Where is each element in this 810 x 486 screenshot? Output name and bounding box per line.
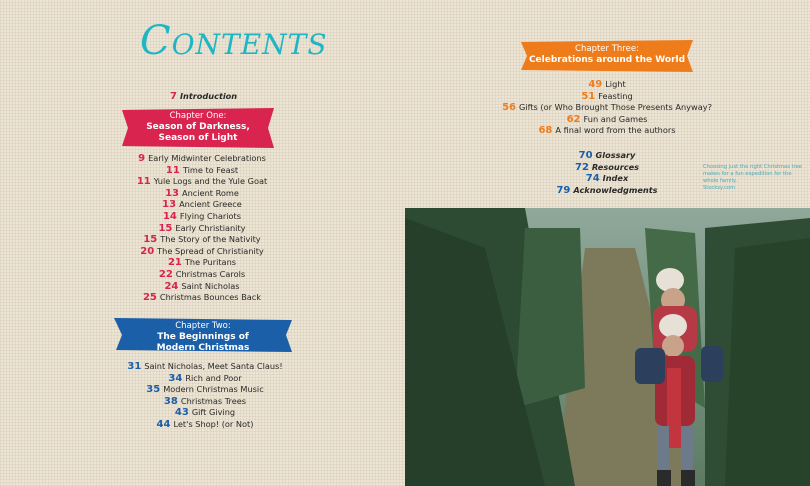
page-number: 21 (167, 257, 182, 269)
chapter-title-line1: The Beginnings of (157, 332, 249, 342)
caption-text: Choosing just the right Christmas tree makes for a fun expedition for the whole family. (703, 164, 802, 184)
toc-entry[interactable] (127, 361, 282, 372)
toc-entry[interactable] (588, 79, 625, 90)
entry-title: Saint Nicholas (181, 280, 240, 291)
toc-entry[interactable] (538, 125, 675, 136)
entry-title: Let's Shop! (or Not) (173, 419, 254, 429)
page-number: 22 (158, 269, 173, 280)
toc-entry[interactable] (166, 165, 238, 176)
toc-entry[interactable] (137, 176, 267, 187)
page-number: 25 (142, 292, 157, 304)
chapter-label: Chapter Two: (175, 321, 231, 331)
entry-title: Ancient Rome (181, 187, 239, 198)
toc-entry[interactable] (164, 281, 239, 292)
entry-title: Christmas Bounces Back (159, 292, 262, 303)
photo-caption (703, 164, 803, 192)
entry-title: The Story of the Nativity (160, 234, 261, 245)
page-number: 13 (165, 187, 179, 199)
entry-title: Gift Giving (191, 407, 236, 418)
page-number: 11 (165, 164, 180, 176)
page-number: 72 (574, 161, 589, 173)
entry-title: Gifts (or Who Brought Those Presents Anyway? (518, 102, 712, 113)
chapter-title-line1: Season of Darkness, (146, 122, 250, 132)
contents-title: Contents (140, 18, 328, 64)
entry-title: Glossary (595, 150, 636, 160)
entry-title: The Spread of Christianity (157, 245, 264, 256)
entry-title: Light (605, 79, 626, 89)
toc-entry[interactable] (575, 162, 639, 173)
page-number: 56 (502, 102, 516, 114)
toc-entry[interactable] (175, 407, 235, 418)
entry-title: Saint Nicholas, Meet Santa Claus! (144, 361, 283, 371)
page-number: 51 (581, 90, 596, 102)
page-number: 11 (136, 176, 151, 188)
page-number: 35 (146, 384, 161, 396)
page-number: 68 (538, 125, 553, 137)
entry-title: Acknowledgments (573, 184, 658, 195)
chapter-title-line2: Season of Light (158, 133, 238, 143)
page-number: 20 (140, 245, 155, 257)
entry-title: A final word from the authors (555, 125, 676, 136)
page-number: 24 (164, 280, 179, 292)
entry-title: Ancient Greece (179, 199, 242, 210)
page-number: 38 (163, 395, 178, 407)
page-number: 62 (566, 113, 581, 125)
toc-entry[interactable] (168, 373, 241, 384)
entry-title: The Puritans (184, 257, 237, 268)
toc-entry[interactable] (159, 269, 245, 280)
toc-entry[interactable] (146, 384, 263, 395)
toc-entry[interactable] (143, 292, 261, 303)
chapter-two-banner (114, 318, 292, 352)
chapter-label: Chapter Three: (575, 44, 639, 54)
toc-entry[interactable] (164, 396, 246, 407)
toc-entry[interactable] (579, 150, 636, 161)
chapter-label: Chapter One: (169, 111, 227, 121)
chapter-title-line1: Celebrations around the World (528, 55, 686, 65)
page-number: 7 (170, 91, 177, 102)
toc-entry[interactable] (165, 188, 239, 199)
entry-title: Christmas Trees (180, 395, 247, 406)
toc-entry[interactable] (163, 211, 241, 222)
caption-credit: Stocksy.com (703, 185, 736, 191)
entry-title: Rich and Poor (185, 372, 242, 383)
toc-entry[interactable] (502, 102, 712, 113)
chapter-one-banner (122, 108, 274, 148)
page-number: 34 (168, 372, 183, 384)
page-number: 74 (585, 173, 600, 185)
toc-entry[interactable] (567, 114, 648, 125)
entry-title: Yule Logs and the Yule Goat (153, 176, 268, 187)
photo-illustration (405, 208, 810, 486)
toc-entry[interactable] (556, 185, 657, 196)
entry-title: Early Midwinter Celebrations (148, 153, 266, 163)
entry-title: Feasting (598, 90, 633, 101)
page-number: 79 (556, 184, 571, 196)
page-number: 43 (174, 407, 189, 419)
toc-entry[interactable] (143, 234, 260, 245)
page-number: 14 (162, 211, 177, 222)
page-number: 49 (588, 79, 603, 90)
entry-title: Christmas Carols (175, 269, 246, 279)
right-page (405, 0, 810, 486)
toc-entry-introduction[interactable] (170, 91, 237, 102)
page-number: 44 (156, 419, 171, 430)
entry-title: Modern Christmas Music (163, 384, 264, 395)
chapter-title-line2: Modern Christmas (156, 343, 250, 353)
toc-entry[interactable] (140, 246, 264, 257)
entry-title: Time to Feast (182, 164, 239, 175)
chapter-three-banner (521, 40, 693, 72)
page-number: 31 (127, 361, 142, 372)
toc-entry[interactable] (168, 257, 236, 268)
page-number: 15 (143, 234, 158, 246)
entry-title: Fun and Games (583, 113, 648, 124)
entry-title: Early Christianity (175, 222, 246, 233)
entry-title: Flying Chariots (179, 211, 242, 221)
page-number: 70 (578, 150, 593, 161)
entry-title: Index (602, 173, 629, 184)
toc-entry[interactable] (158, 223, 245, 234)
entry-title: Resources (591, 161, 640, 172)
christmas-tree-farm-photo (405, 208, 810, 486)
entry-title: Introduction (179, 91, 238, 101)
toc-entry[interactable] (162, 199, 242, 210)
toc-entry[interactable] (157, 419, 254, 430)
page-number: 15 (158, 222, 173, 234)
toc-entry[interactable] (586, 173, 629, 184)
page-number: 9 (138, 153, 146, 164)
toc-entry[interactable] (138, 153, 266, 164)
toc-entry[interactable] (581, 91, 632, 102)
page-number: 13 (162, 199, 177, 211)
